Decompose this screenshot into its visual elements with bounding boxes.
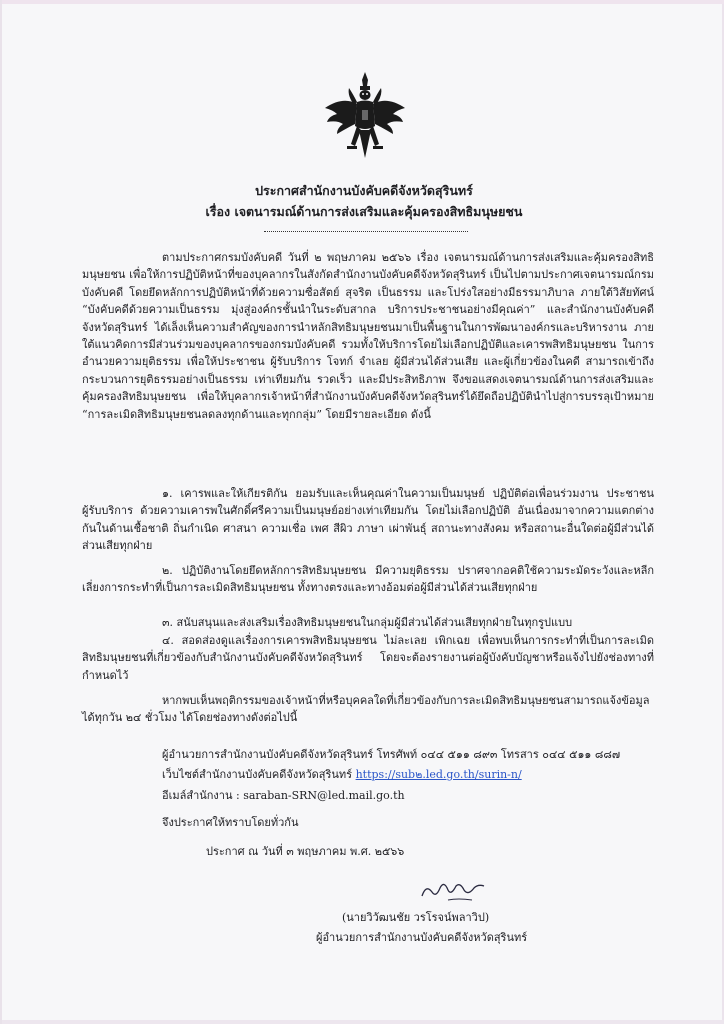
- item-2-section: [82, 562, 654, 597]
- report-paragraph: หากพบเห็นพฤติกรรมของเจ้าหน้าที่หรือบุคคลใดที่เกี่ยวข้องกับการละเมิดสิทธิมนุษยชนสามารถแจ้งข้อมูลได้ทุกวัน ๒๔ ชั่วโมง ได้โดยช่องทางดังต่อไปนี้: [82, 694, 650, 725]
- announcement: จึงประกาศให้ทราบโดยทั่วกัน: [162, 816, 299, 829]
- website-label: เว็บไซต์สำนักงานบังคับคดีจังหวัดสุรินทร์: [162, 768, 356, 781]
- item-4-section: [82, 632, 654, 684]
- contact-email: อีเมล์สำนักงาน : saraban-SRN@led.mail.go.th: [162, 789, 405, 802]
- contact-website: [162, 765, 522, 783]
- title-divider: [264, 231, 468, 232]
- report-section: [82, 692, 654, 727]
- announcement-date: ประกาศ ณ วันที่ ๓ พฤษภาคม พ.ศ. ๒๕๖๖: [206, 845, 405, 858]
- garuda-emblem-icon: [315, 66, 415, 166]
- signatory-title: ผู้อำนวยการสำนักงานบังคับคดีจังหวัดสุรินทร์: [316, 931, 528, 944]
- item-1-section: [82, 485, 654, 555]
- intro-paragraph: ตามประกาศกรมบังคับคดี วันที่ ๒ พฤษภาคม ๒๕๖๖ เรื่อง เจตนารมณ์ด้านการส่งเสริมและคุ้มครองสิทธิมนุษยชน เพื่อให้การปฏิบัติหน้าที่ของบุคลากรในสังกัดสำนักงานบังคับคดีจังหวัดสุรินทร์ เป็นไปตามประกาศเจตนารมณ์กรมบังคับคดี โดยยึดหลักการปฏิบัติหน้าที่ด้วยความซื่อสัตย์ สุจริต เป็นธรรม และโปร่งใสอย่างมีธรรมาภิบาล ภายใต้วิสัยทัศน์ “บังคับคดีด้วยความเป็นธรรม มุ่งสู่องค์กรชั้นนำในระดับสากล บริการประชาชนอย่างมีคุณค่า” และสำนักงานบังคับคดีจังหวัดสุรินทร์ ได้เล็งเห็นความสำคัญของการนำหลักสิทธิมนุษยชนมาเป็นพื้นฐานในการพัฒนาองค์กรและบริหารงาน ภายใต้แนวคิดการมีส่วนร่วมของบุคลากรของกรมบังคับคดี รวมทั้งให้บริการโดยไม่เลือกปฏิบัติและเคารพสิทธิมนุษยชน ในการอำนวยความยุติธรรม เพื่อให้ประชาชน ผู้รับบริการ โจทก์ จำเลย ผู้มีส่วนได้ส่วนเสีย และผู้เกี่ยวข้องในคดี สามารถเข้าถึงกระบวนการยุติธรรมอย่างเป็นธรรม เท่าเทียมกัน รวดเร็ว และมีประสิทธิภาพ จึงขอแสดงเจตนารมณ์ด้านการส่งเสริมและคุ้มครองสิทธิมนุษยชน เพื่อให้บุคลากรเจ้าหน้าที่สำนักงานบังคับคดีจังหวัดสุรินทร์ได้ยึดถือปฏิบัตินำไปสู่การบรรลุเป้าหมาย “การละเมิดสิทธิมนุษยชนลดลงทุกด้านและทุกกลุ่ม” โดยมีรายละเอียด ดังนี้: [82, 251, 654, 421]
- contact-phone: ผู้อำนวยการสำนักงานบังคับคดีจังหวัดสุรินทร์ โทรศัพท์ ๐๔๔ ๕๑๑ ๘๙๓ โทรสาร ๐๔๔ ๕๑๑ ๘๘๗: [162, 748, 621, 761]
- website-link[interactable]: https://sub๒.led.go.th/surin-n/: [355, 768, 522, 781]
- list-item: ๓. สนับสนุนและส่งเสริมเรื่องสิทธิมนุษยชนในกลุ่มผู้มีส่วนได้ส่วนเสียทุกฝ่ายในทุกรูปแบบ: [162, 616, 573, 629]
- intro-section: [82, 249, 654, 423]
- page-top-edge: [2, 0, 724, 4]
- document-subject: เรื่อง เจตนารมณ์ด้านการส่งเสริมและคุ้มครองสิทธิมนุษยชน: [205, 204, 523, 219]
- list-item: ๔. สอดส่องดูแลเรื่องการเคารพสิทธิมนุษยชน ไม่ละเลย เพิกเฉย เพื่อพบเห็นการกระทำที่เป็นการละเมิดสิทธิมนุษยชนที่เกี่ยวข้องกับสำนักงานบังคับคดีจังหวัดสุรินทร์ โดยจะต้องรายงานต่อผู้บังคับบัญชาหรือแจ้งไปยังช่องทางที่กำหนดไว้: [82, 634, 654, 682]
- document-title: ประกาศสำนักงานบังคับคดีจังหวัดสุรินทร์: [255, 183, 473, 198]
- list-item: ๒. ปฏิบัติงานโดยยึดหลักการสิทธิมนุษยชน มีความยุติธรรม ปราศจากอคติใช้ความระมัดระวังและหลีกเลี่ยงการกระทำที่เป็นการละเมิดสิทธิมนุษยชน ทั้งทางตรงและทางอ้อมต่อผู้มีส่วนได้ส่วนเสียทุกฝ่าย: [82, 564, 654, 595]
- list-item: ๑. เคารพและให้เกียรติกัน ยอมรับและเห็นคุณค่าในความเป็นมนุษย์ ปฏิบัติต่อเพื่อนร่วมงาน ประชาชนผู้รับบริการ ด้วยความเคารพในศักดิ์ศรีความเป็นมนุษย์อย่างเท่าเทียมกัน โดยไม่เลือกปฏิบัติ อันเนื่องมาจากความแตกต่างกันในด้านเชื้อชาติ ถิ่นกำเนิด ศาสนา ความเชื่อ เพศ สีผิว ภาษา เผ่าพันธุ์ สถานะทางสังคม หรือสถานะอื่นใดต่อผู้มีส่วนได้ส่วนเสียทุกฝ่าย: [82, 487, 654, 553]
- signatory-name: (นายวิวัฒนชัย วรโรจน์พลาวิป): [342, 911, 490, 924]
- signature-icon: [418, 876, 488, 906]
- item-3-section: [82, 614, 654, 631]
- page-bottom-edge: [2, 1020, 724, 1024]
